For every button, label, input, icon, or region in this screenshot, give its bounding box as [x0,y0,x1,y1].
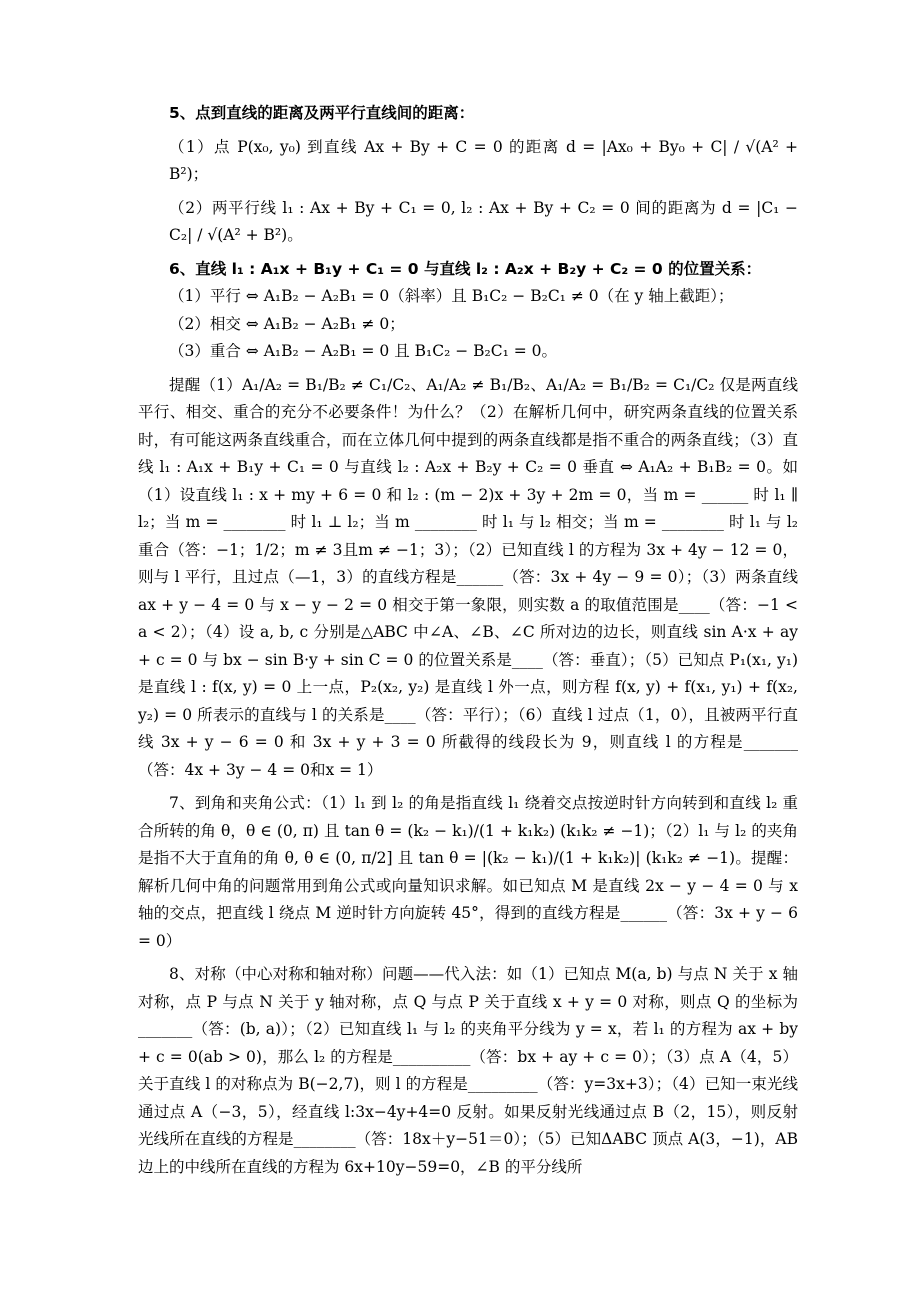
section-7-text: 7、到角和夹角公式：（1）l₁ 到 l₂ 的角是指直线 l₁ 绕着交点按逆时针方向转到和直线 l₂ 重合所转的角 θ，θ ∈ (0, π) 且 tan θ = (k₂ − k₁)/(1 + k₁k₂) (k₁k₂ ≠ −1)；（2）l₁ 与 l₂ 的夹角是指不大于直角的角 θ, θ ∈ (0, π/2] 且 tan θ = |(k₂ − k₁)/(1 + k₁k₂)| (k₁k₂ ≠ −1)。提醒：解析几何中角的问题常用到角公式或向量知识求解。如已知点 M 是直线 2x − y − 4 = 0 与 x 轴的交点，把直线 l 绕点 M 逆时针方向旋转 45°，得到的直线方程是______（答：3x + y − 6 = 0） [138,794,798,950]
section-6-item-3: （3）重合 ⇔ A₁B₂ − A₂B₁ = 0 且 B₁C₂ − B₂C₁ = 0。 [169,342,558,360]
section-5-title: 5、点到直线的距离及两平行直线间的距离： [169,104,475,122]
document-page [138,100,798,1181]
section-5-item-1: （1）点 P(x₀, y₀) 到直线 Ax + By + C = 0 的距离 d = |Ax₀ + By₀ + C| / √(A² + B²)； [169,137,798,183]
section-6-reminder: 提醒（1）A₁/A₂ = B₁/B₂ ≠ C₁/C₂、A₁/A₂ ≠ B₁/B₂、A₁/A₂ = B₁/B₂ = C₁/C₂ 仅是两直线平行、相交、重合的充分不必要条件！为什么？（2）在解析几何中，研究两条直线的位置关系时，有可能这两条直线重合，而在立体几何中提到的两条直线都是指不重合的两条直线；（3）直线 l₁ : A₁x + B₁y + C₁ = 0 与直线 l₂ : A₂x + B₂y + C₂ = 0 垂直 ⇔ A₁A₂ + B₁B₂ = 0。如（1）设直线 l₁ : x + my + 6 = 0 和 l₂ : (m − 2)x + 3y + 2m = 0，当 m = ______ 时 l₁ ∥ l₂；当 m = ________ 时 l₁ ⊥ l₂；当 m ________ 时 l₁ 与 l₂ 相交；当 m = ________ 时 l₁ 与 l₂ 重合（答：−1；1/2；m ≠ 3且m ≠ −1；3）；（2）已知直线 l 的方程为 3x + 4y − 12 = 0，则与 l 平行，且过点（—1，3）的直线方程是______（答：3x + 4y − 9 = 0）；（3）两条直线 ax + y − 4 = 0 与 x − y − 2 = 0 相交于第一象限，则实数 a 的取值范围是____（答：−1 < a < 2）；（4）设 a, b, c 分别是△ABC 中∠A、∠B、∠C 所对边的边长，则直线 sin A·x + ay + c = 0 与 bx − sin B·y + sin C = 0 的位置关系是____（答：垂直）；（5）已知点 P₁(x₁, y₁) 是直线 l : f(x, y) = 0 上一点，P₂(x₂, y₂) 是直线 l 外一点，则方程 f(x, y) + f(x₁, y₁) + f(x₂, y₂) = 0 所表示的直线与 l 的关系是____（答：平行）；（6）直线 l 过点（1，0），且被两平行直线 3x + y − 6 = 0 和 3x + y + 3 = 0 所截得的线段长为 9，则直线 l 的方程是_______（答：4x + 3y − 4 = 0和x = 1） [138,375,798,779]
section-5-item-2: （2）两平行线 l₁ : Ax + By + C₁ = 0, l₂ : Ax + By + C₂ = 0 间的距离为 d = |C₁ − C₂| / √(A² + B²)。 [169,198,798,244]
section-6-title: 6、直线 l₁ : A₁x + B₁y + C₁ = 0 与直线 l₂ : A₂x + B₂y + C₂ = 0 的位置关系： [169,259,762,278]
section-6-item-2: （2）相交 ⇔ A₁B₂ − A₂B₁ ≠ 0； [169,314,405,333]
section-8-text: 8、对称（中心对称和轴对称）问题——代入法：如（1）已知点 M(a, b) 与点 N 关于 x 轴对称，点 P 与点 N 关于 y 轴对称，点 Q 与点 P 关于直线 x + y = 0 对称，则点 Q 的坐标为_______（答：(b, a)）；（2）已知直线 l₁ 与 l₂ 的夹角平分线为 y = x，若 l₁ 的方程为 ax + by + c = 0(ab > 0)，那么 l₂ 的方程是__________（答：bx + ay + c = 0）；（3）点 A（4，5）关于直线 l 的对称点为 B(−2,7)，则 l 的方程是_________（答：y=3x+3）；（4）已知一束光线通过点 A（−3，5），经直线 l:3x−4y+4=0 反射。如果反射光线通过点 B（2，15），则反射光线所在直线的方程是________（答：18x＋y−51＝0）；（5）已知ΔABC 顶点 A(3，−1)，AB 边上的中线所在直线的方程为 6x+10y−59=0，∠B 的平分线所 [138,965,798,1176]
section-6-item-1: （1）平行 ⇔ A₁B₂ − A₂B₁ = 0（斜率）且 B₁C₂ − B₂C₁ ≠ 0（在 y 轴上截距）； [169,287,734,305]
